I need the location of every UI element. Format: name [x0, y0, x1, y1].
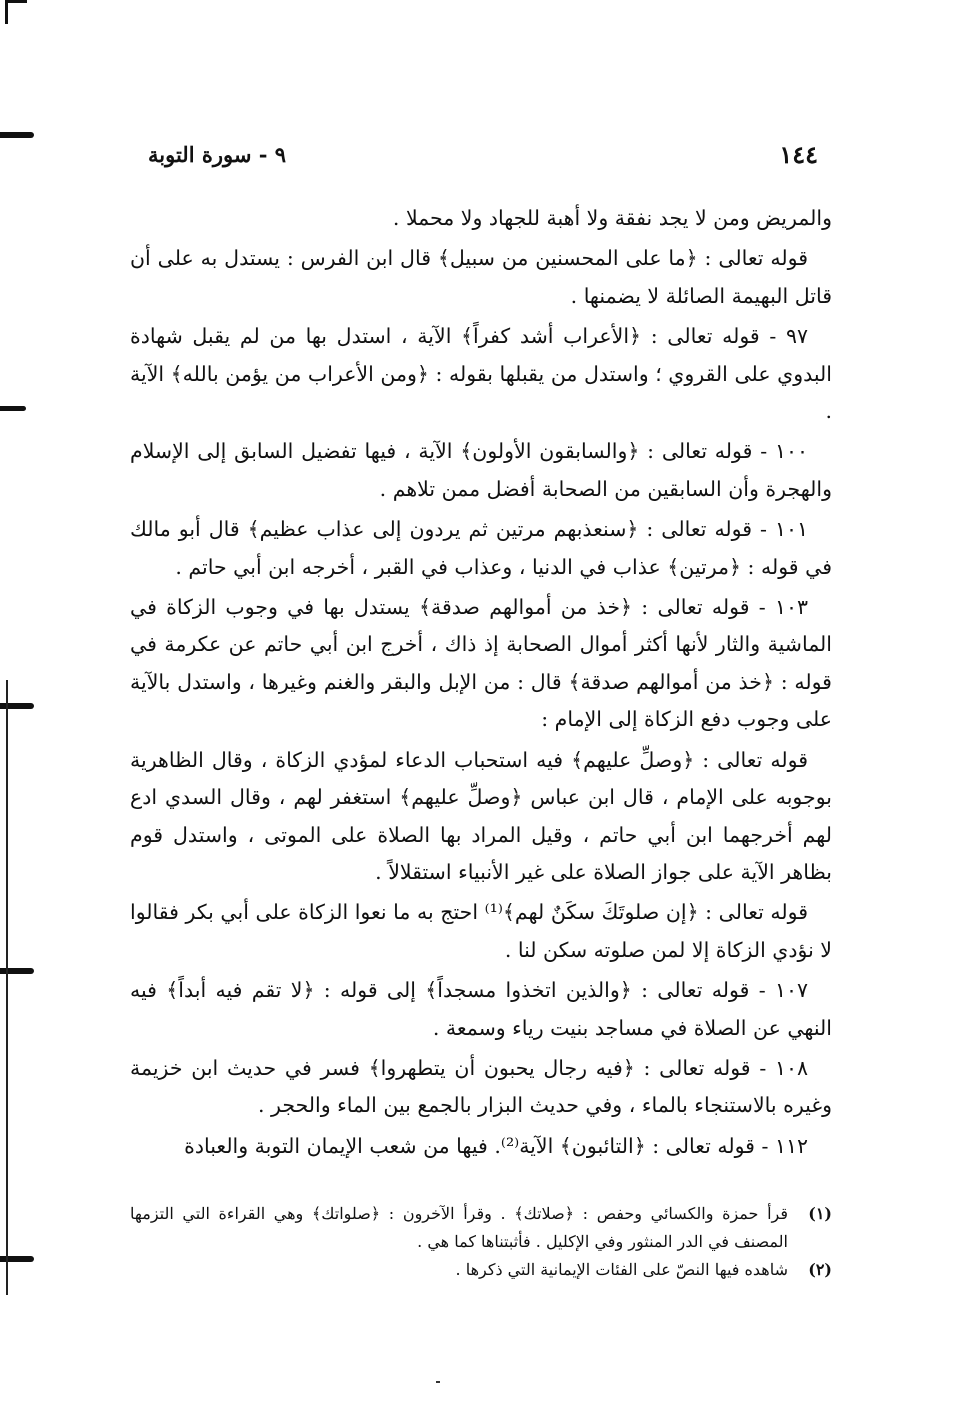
paragraph: قوله تعالى : ﴿وصلِّ عليهم﴾ فيه استحباب الدعاء لمؤدي الزكاة ، وقال الظاهرية بوجوبه على الإمام ، قال ابن عباس ﴿وصلِّ عليهم﴾ استغفر لهم ، وقال السدي ادع لهم أخرجهما ابن أبي حاتم ، وقيل المراد بها الصلاة على الموتى ، واستدل قوم بظاهر الآية على جواز الصلاة على غير الأنبياء استقلالاً . [130, 747, 832, 884]
footnote-marker: (٢) [808, 1260, 832, 1279]
main-text [130, 200, 832, 1168]
paragraph: ١٠٠ - قوله تعالى : ﴿والسابقون الأولون﴾ الآية ، فيها تفضيل السابق إلى الإسلام والهجرة وأن السابقين من الصحابة أفضل ممن تلاهم . [130, 439, 832, 501]
paragraph: ١٠١ - قوله تعالى : ﴿سنعذبهم مرتين ثم يردون إلى عذاب عظيم﴾ قال أبو مالك في قوله : ﴿مرتين﴾ عذاب في الدنيا ، وعذاب في القبر ، أخرجه ابن أبي حاتم . [130, 517, 832, 579]
scan-speck [436, 1381, 440, 1383]
scan-edge-mark [0, 406, 26, 411]
footnote [130, 1256, 832, 1284]
scan-edge-mark [0, 132, 34, 138]
footnote-marker: (١) [808, 1204, 832, 1223]
paragraph: قوله تعالى : ﴿إن صلوتَكَ سكَنٌ لهم﴾⁽¹⁾ احتج به ما نعوا الزكاة على أبي بكر فقالوا لا نؤدي الزكاة إلا لمن صلوته سكن لنا . [130, 900, 832, 962]
paragraph: ١٠٣ - قوله تعالى : ﴿خذ من أموالهم صدقة﴾ يستدل بها في وجوب الزكاة في الماشية والثار لأنها أكثر أموال الصحابة إذ ذاك ، أخرج ابن أبي حاتم عن عكرمة في قوله : ﴿خذ من أموالهم صدقة﴾ قال : من الإبل والبقر والغنم وغيرها ، واستدل بالآية على وجوب دفع الزكاة إلى الإمام : [130, 595, 832, 732]
paragraph: ٩٧ - قوله تعالى : ﴿الأعراب أشد كفراً﴾ الآية ، استدل بها من لم يقبل شهادة البدوي على القروي ؛ واستدل من يقبلها بقوله : ﴿ومن الأعراب من يؤمن بالله﴾ الآية . [130, 324, 832, 424]
page-number: ١٤٤ [779, 140, 818, 169]
running-title: ٩ - سورة التوبة [148, 142, 287, 167]
paragraph: والمريض ومن لا يجد نفقة ولا أهبة للجهاد ولا محملا . [392, 206, 832, 230]
paragraph: ١١٢ - قوله تعالى : ﴿التائبون﴾ الآية⁽²⁾. فيها من شعب الإيمان التوبة والعبادة [184, 1133, 808, 1158]
paragraph: قوله تعالى : ﴿ما على المحسنين من سبيل﴾ قال ابن الفرس : يستدل به على أن قاتل البهيمة الصائلة لا يضمنها . [130, 246, 832, 308]
paragraph: ١٠٨ - قوله تعالى : ﴿فيه رجال يحبون أن يتطهروا﴾ فسر في حديث ابن خزيمة وغيره بالاستنجاء بالماء ، وفي حديث البزار بالجمع بين الماء والحجر . [130, 1055, 832, 1118]
page-header [130, 140, 830, 176]
scan-corner-mark [5, 0, 8, 24]
footnote-text: شاهده فيها النصّ على الفئات الإيمانية التي ذكرها . [455, 1260, 788, 1279]
scan-edge-line [6, 680, 8, 1295]
paragraph: ١٠٧ - قوله تعالى : ﴿والذين اتخذوا مسجداً﴾ إلى قوله : ﴿لا تقم فيه أبداً﴾ فيه النهي عن الصلاة في مساجد بنيت رياء وسمعة . [130, 978, 832, 1040]
footnote [130, 1200, 832, 1256]
footnotes [130, 1200, 832, 1284]
footnote-text: قرأ حمزة والكسائي وحفص : ﴿صلاتك﴾ . وقرأ الآخرون : ﴿صلواتك﴾ وهي القراءة التي التزمها المصنف في الدر المنثور وفي الإكليل . فأثبتناها كما هي . [130, 1204, 788, 1251]
scan-corner-mark [5, 0, 27, 3]
